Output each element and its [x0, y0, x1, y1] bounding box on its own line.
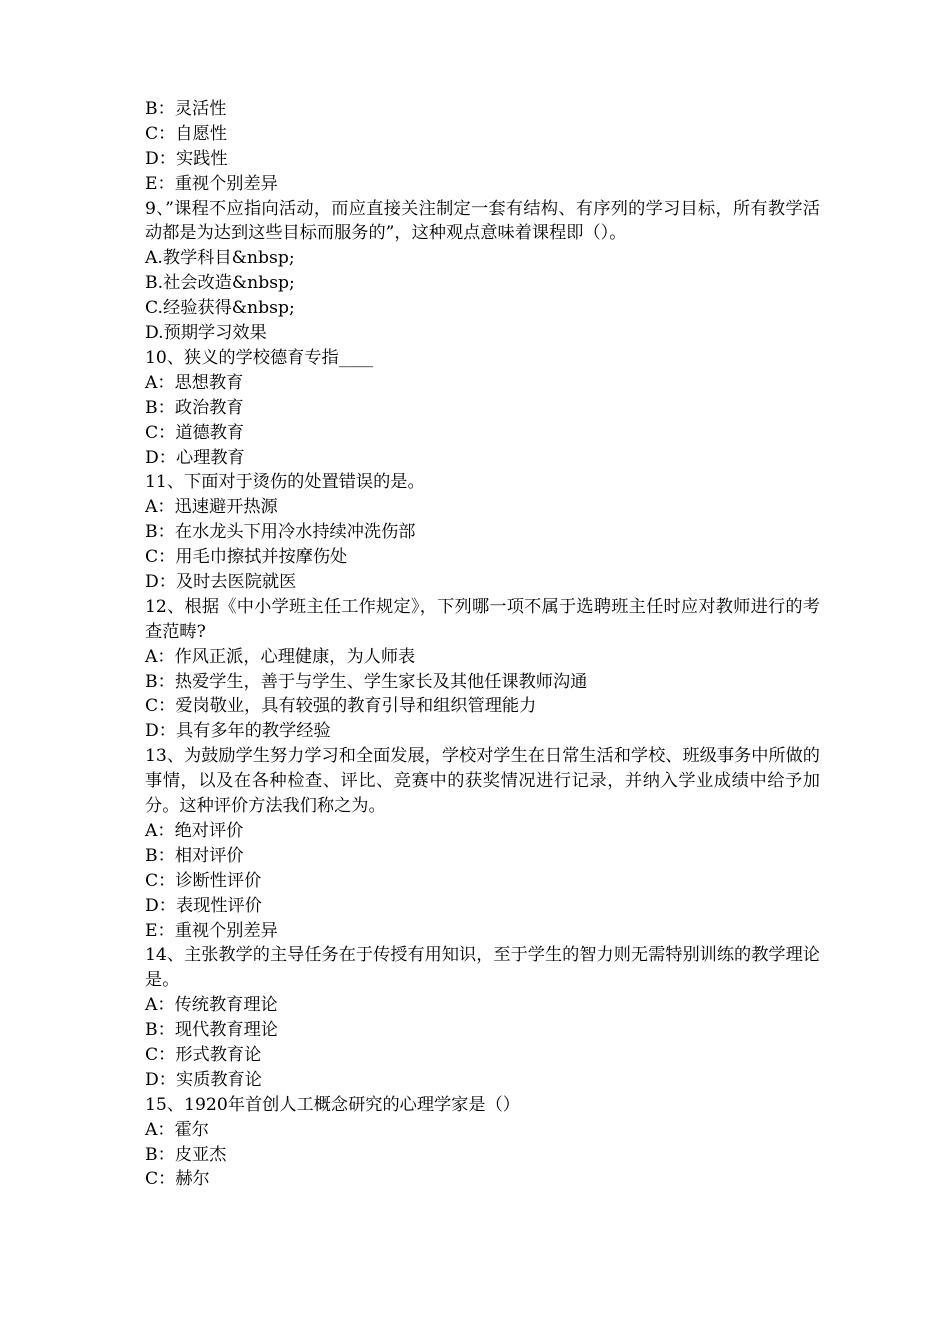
question-9: 9、”课程不应指向活动，而应直接关注制定一套有结构、有序列的学习目标，所有教学活动都是为达到这些目标而服务的”，这种观点意味着课程即（）。 — [145, 198, 820, 244]
option-line: D：具有多年的教学经验 — [145, 721, 331, 742]
option-line: D：实质教育论 — [145, 1069, 262, 1090]
option-line: A：传统教育理论 — [145, 995, 278, 1016]
option-line: E：重视个别差异 — [145, 173, 278, 194]
question-11: 11、下面对于烫伤的处置错误的是。 — [145, 472, 425, 493]
question-12: 12、根据《中小学班主任工作规定》，下列哪一项不属于选聘班主任时应对教师进行的考查范畴? — [145, 596, 820, 642]
option-line: B：在水龙头下用冷水持续冲洗伤部 — [145, 522, 416, 543]
option-line: D：实践性 — [145, 148, 228, 169]
question-14: 14、主张教学的主导任务在于传授有用知识，至于学生的智力则无需特别训练的教学理论是。 — [145, 945, 820, 991]
option-line: B.社会改造&nbsp; — [145, 273, 295, 294]
option-line: B：热爱学生，善于与学生、学生家长及其他任课教师沟通 — [145, 671, 588, 692]
question-10: 10、狭义的学校德育专指____ — [145, 347, 374, 368]
document-page — [145, 97, 820, 1192]
option-line: D.预期学习效果 — [145, 323, 267, 344]
option-line: D：表现性评价 — [145, 895, 262, 916]
option-line: D：及时去医院就医 — [145, 571, 297, 592]
option-line: E：重视个别差异 — [145, 920, 278, 941]
question-15: 15、1920年首创人工概念研究的心理学家是（） — [145, 1094, 520, 1115]
option-line: D：心理教育 — [145, 447, 245, 468]
option-line: A：作风正派，心理健康，为人师表 — [145, 646, 416, 667]
option-line: C：自愿性 — [145, 123, 227, 144]
option-line: C：形式教育论 — [145, 1044, 262, 1065]
option-line: C：赫尔 — [145, 1169, 210, 1190]
option-line: B：相对评价 — [145, 845, 244, 866]
option-line: C：道德教育 — [145, 422, 245, 443]
option-line: B：皮亚杰 — [145, 1144, 227, 1165]
option-line: A：思想教育 — [145, 372, 244, 393]
option-line: C：诊断性评价 — [145, 870, 262, 891]
question-13: 13、为鼓励学生努力学习和全面发展，学校对学生在日常生活和学校、班级事务中所做的事情，以及在各种检查、评比、竞赛中的获奖情况进行记录，并纳入学业成绩中给予加分。这种评价方法我们称之为。 — [145, 746, 820, 817]
option-line: A：绝对评价 — [145, 820, 244, 841]
option-line: A.教学科目&nbsp; — [145, 248, 295, 269]
option-line: A：迅速避开热源 — [145, 497, 278, 518]
option-line: A：霍尔 — [145, 1119, 209, 1140]
option-line: C：用毛巾擦拭并按摩伤处 — [145, 547, 348, 568]
option-line: C.经验获得&nbsp; — [145, 298, 295, 319]
option-line: B：政治教育 — [145, 397, 244, 418]
option-line: B：灵活性 — [145, 99, 227, 119]
option-line: C：爱岗敬业，具有较强的教育引导和组织管理能力 — [145, 696, 537, 717]
option-line: B：现代教育理论 — [145, 1020, 278, 1041]
